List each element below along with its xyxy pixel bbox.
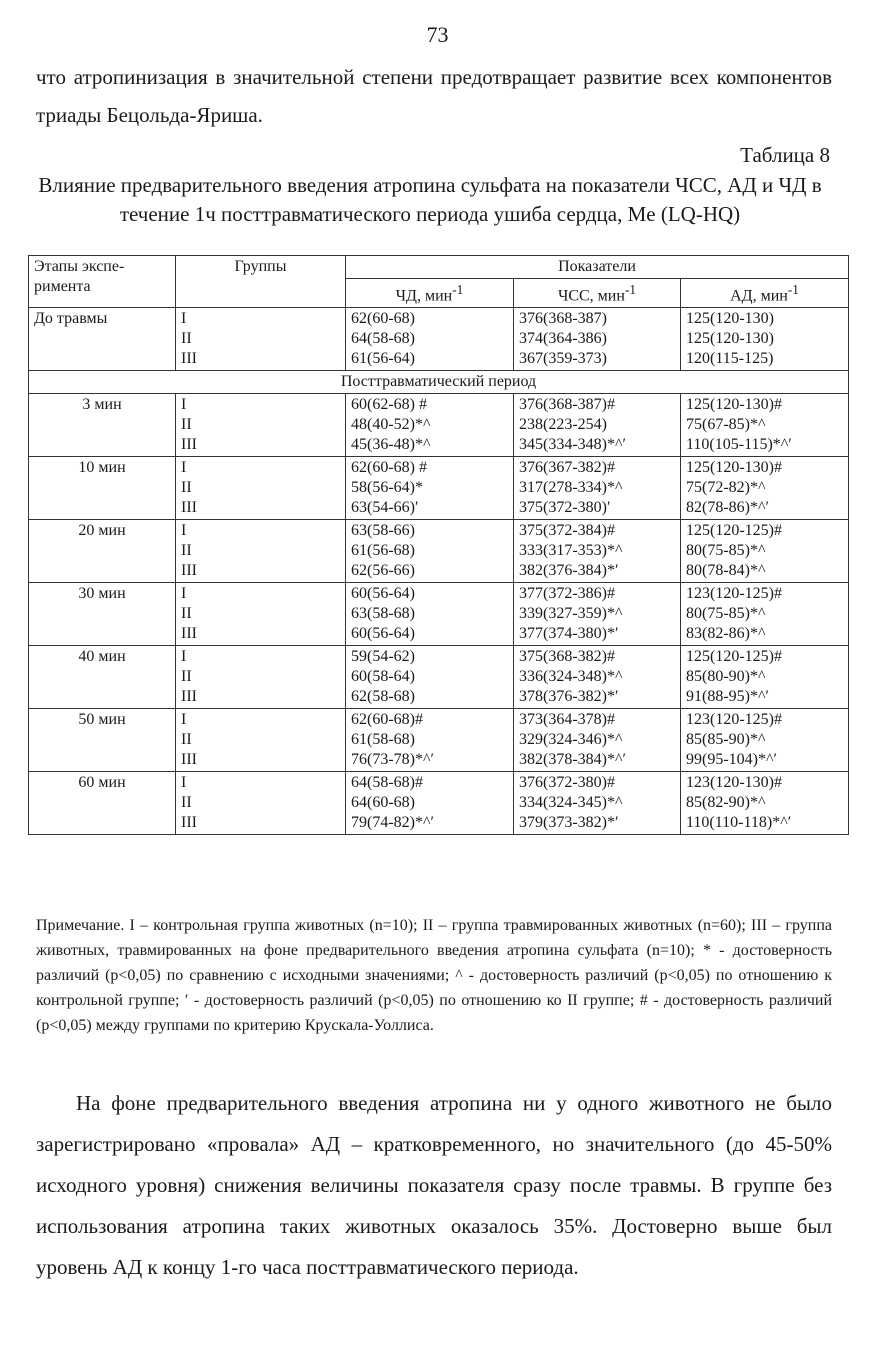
- group-cell: [176, 520, 346, 583]
- hr-cell: [514, 457, 681, 520]
- rr-cell-value: 79(74-82)*^′: [351, 814, 434, 832]
- group-cell: [176, 308, 346, 371]
- bp-cell: [681, 583, 849, 646]
- group-cell-value: III: [181, 499, 197, 517]
- group-cell-value: II: [181, 605, 192, 623]
- group-cell-value: I: [181, 396, 187, 414]
- rr-cell-value: 60(58-64): [351, 668, 415, 686]
- header-bp: АД, мин$^{-1}$: [681, 279, 849, 308]
- table-row: [29, 583, 849, 646]
- header-groups: Группы: [176, 256, 346, 308]
- stage-cell: 10 мин: [29, 457, 176, 520]
- bp-cell-value: 110(110-118)*^′: [686, 814, 792, 832]
- rr-cell-value: 63(58-66): [351, 522, 415, 540]
- hr-cell-value: 376(372-380)#: [519, 774, 615, 792]
- hr-cell-value: 375(372-380)′: [519, 499, 611, 517]
- rr-cell-value: 64(60-68): [351, 794, 415, 812]
- table-row: [29, 457, 849, 520]
- group-cell-value: III: [181, 350, 197, 368]
- rr-cell: [346, 457, 514, 520]
- hr-cell-value: 382(376-384)*′: [519, 562, 619, 580]
- group-cell-value: II: [181, 794, 192, 812]
- rr-cell: [346, 646, 514, 709]
- rr-cell-value: 58(56-64)*: [351, 479, 423, 497]
- rr-cell-value: 62(60-68) #: [351, 459, 427, 477]
- header-stage: Этапы экспе- римента: [29, 256, 176, 308]
- table-label: Таблица 8: [740, 143, 830, 167]
- hr-cell: [514, 583, 681, 646]
- rr-cell: [346, 308, 514, 371]
- table-note: Примечание. I – контрольная группа животных (n=10); II – группа травмированных животных (n=60); III – группа животных, травмированных на фоне предварительного введения атропина сульфата (n=10); * - достоверность различий (p<0,05) по сравнению с исходными значениями; ^ - достоверность различий (p<0,05) по отношению к контрольной группе; ′ - достоверность различий (p<0,05) по отношению ко II группе; # - достоверность различий (p<0,05) между группами по критерию Крускала-Уоллиса.: [36, 917, 833, 1034]
- bp-cell-value: 75(72-82)*^: [686, 479, 766, 497]
- group-cell-value: II: [181, 479, 192, 497]
- bp-cell-value: 85(80-90)*^: [686, 668, 766, 686]
- hr-cell-value: 377(372-386)#: [519, 585, 615, 603]
- hr-cell-value: 374(364-386): [519, 330, 607, 348]
- data-table: [28, 255, 849, 835]
- bp-cell-value: 125(120-130): [686, 310, 774, 328]
- hr-cell: [514, 394, 681, 457]
- table-row: [29, 646, 849, 709]
- group-cell-value: I: [181, 774, 187, 792]
- group-cell-value: II: [181, 416, 192, 434]
- hr-cell: [514, 520, 681, 583]
- hr-cell: [514, 709, 681, 772]
- group-cell-value: I: [181, 310, 187, 328]
- hr-cell-value: 379(373-382)*′: [519, 814, 619, 832]
- hr-cell-value: 334(324-345)*^: [519, 794, 623, 812]
- rr-cell-value: 63(58-68): [351, 605, 415, 623]
- bp-cell: [681, 646, 849, 709]
- stage-cell: До травмы: [29, 308, 176, 371]
- group-cell: [176, 457, 346, 520]
- hr-cell-value: 377(374-380)*′: [519, 625, 619, 643]
- bp-cell-value: 123(120-125)#: [686, 585, 782, 603]
- hr-cell-value: 339(327-359)*^: [519, 605, 623, 623]
- group-cell-value: III: [181, 562, 197, 580]
- bp-cell-value: 80(78-84)*^: [686, 562, 766, 580]
- rr-cell: [346, 520, 514, 583]
- group-cell: [176, 772, 346, 835]
- group-cell-value: I: [181, 585, 187, 603]
- rr-cell-value: 62(60-68): [351, 310, 415, 328]
- group-cell-value: III: [181, 814, 197, 832]
- bp-cell-value: 120(115-125): [686, 350, 774, 368]
- hr-cell: [514, 772, 681, 835]
- bp-cell-value: 123(120-130)#: [686, 774, 782, 792]
- bp-cell: [681, 457, 849, 520]
- rr-cell: [346, 709, 514, 772]
- rr-cell: [346, 583, 514, 646]
- header-indicators: Показатели: [346, 256, 849, 279]
- bp-cell-value: 99(95-104)*^′: [686, 751, 777, 769]
- rr-cell-value: 63(54-66)′: [351, 499, 419, 517]
- header-hr: ЧСС, мин$^{-1}$: [514, 279, 681, 308]
- rr-cell-value: 76(73-78)*^′: [351, 751, 434, 769]
- rr-cell-value: 62(60-68)#: [351, 711, 423, 729]
- hr-cell-value: 329(324-346)*^: [519, 731, 623, 749]
- group-cell-value: III: [181, 688, 197, 706]
- section-label: Посттравматический период: [29, 371, 849, 394]
- rr-cell-value: 48(40-52)*^: [351, 416, 431, 434]
- hr-cell-value: 376(367-382)#: [519, 459, 615, 477]
- group-cell-value: I: [181, 459, 187, 477]
- bp-cell-value: 91(88-95)*^′: [686, 688, 769, 706]
- rr-cell-value: 60(56-64): [351, 625, 415, 643]
- hr-cell-value: 375(368-382)#: [519, 648, 615, 666]
- body-paragraph: На фоне предварительного введения атропина ни у одного животного не было зарегистрировано «провала» АД – кратковременного, но значительного (до 45-50% исходного уровня) снижения величины показателя сразу после травмы. В группе без использования атропина таких животных оказалось 35%. Достоверно выше был уровень АД к концу 1-го часа посттравматического периода.: [36, 1091, 832, 1279]
- group-cell-value: I: [181, 648, 187, 666]
- bp-cell-value: 110(105-115)*^′: [686, 436, 792, 454]
- stage-cell: 20 мин: [29, 520, 176, 583]
- hr-cell-value: 317(278-334)*^: [519, 479, 623, 497]
- rr-cell: [346, 772, 514, 835]
- header-rr: ЧД, мин$^{-1}$: [346, 279, 514, 308]
- group-cell-value: III: [181, 436, 197, 454]
- stage-cell: 30 мин: [29, 583, 176, 646]
- bp-cell-value: 123(120-125)#: [686, 711, 782, 729]
- rr-cell-value: 60(62-68) #: [351, 396, 427, 414]
- group-cell-value: II: [181, 731, 192, 749]
- table-row: [29, 709, 849, 772]
- group-cell-value: I: [181, 711, 187, 729]
- rr-cell-value: 61(56-68): [351, 542, 415, 560]
- bp-cell-value: 80(75-85)*^: [686, 605, 766, 623]
- hr-cell-value: 333(317-353)*^: [519, 542, 623, 560]
- group-cell: [176, 583, 346, 646]
- rr-cell-value: 45(36-48)*^: [351, 436, 431, 454]
- group-cell-value: II: [181, 330, 192, 348]
- rr-cell-value: 64(58-68)#: [351, 774, 423, 792]
- hr-cell-value: 238(223-254): [519, 416, 607, 434]
- bp-cell: [681, 394, 849, 457]
- table-row: [29, 394, 849, 457]
- rr-cell: [346, 394, 514, 457]
- group-cell-value: II: [181, 668, 192, 686]
- rr-cell-value: 61(56-64): [351, 350, 415, 368]
- bp-cell: [681, 520, 849, 583]
- table-row: [29, 520, 849, 583]
- page-number: 73: [426, 22, 449, 47]
- section-row: [29, 371, 849, 394]
- hr-cell: [514, 646, 681, 709]
- hr-cell-value: 378(376-382)*′: [519, 688, 619, 706]
- hr-cell-value: 367(359-373): [519, 350, 607, 368]
- bp-cell: [681, 308, 849, 371]
- stage-cell: 50 мин: [29, 709, 176, 772]
- stage-cell: 3 мин: [29, 394, 176, 457]
- bp-cell: [681, 709, 849, 772]
- intro-paragraph: что атропинизация в значительной степени предотвращает развитие всех компонентов триады Бецольда-Яриша.: [36, 65, 832, 127]
- bp-cell-value: 125(120-130)#: [686, 459, 782, 477]
- bp-cell-value: 85(85-90)*^: [686, 731, 766, 749]
- bp-cell: [681, 772, 849, 835]
- hr-cell-value: 375(372-384)#: [519, 522, 615, 540]
- group-cell-value: I: [181, 522, 187, 540]
- hr-cell-value: 373(364-378)#: [519, 711, 615, 729]
- table-row: [29, 308, 849, 371]
- group-cell: [176, 646, 346, 709]
- bp-cell-value: 75(67-85)*^: [686, 416, 766, 434]
- group-cell-value: II: [181, 542, 192, 560]
- rr-cell-value: 62(58-68): [351, 688, 415, 706]
- group-cell-value: III: [181, 751, 197, 769]
- hr-cell-value: 376(368-387): [519, 310, 607, 328]
- hr-cell-value: 382(378-384)*^′: [519, 751, 626, 769]
- hr-cell-value: 376(368-387)#: [519, 396, 615, 414]
- hr-cell-value: 336(324-348)*^: [519, 668, 623, 686]
- rr-cell-value: 60(56-64): [351, 585, 415, 603]
- bp-cell-value: 82(78-86)*^′: [686, 499, 769, 517]
- stage-cell: 60 мин: [29, 772, 176, 835]
- hr-cell-value: 345(334-348)*^′: [519, 436, 626, 454]
- stage-cell: 40 мин: [29, 646, 176, 709]
- rr-cell-value: 62(56-66): [351, 562, 415, 580]
- group-cell: [176, 394, 346, 457]
- rr-cell-value: 61(58-68): [351, 731, 415, 749]
- bp-cell-value: 125(120-125)#: [686, 648, 782, 666]
- group-cell-value: III: [181, 625, 197, 643]
- table-row: [29, 772, 849, 835]
- bp-cell-value: 125(120-130): [686, 330, 774, 348]
- group-cell: [176, 709, 346, 772]
- rr-cell-value: 59(54-62): [351, 648, 415, 666]
- table-title: Влияние предварительного введения атропина сульфата на показатели ЧСС, АД и ЧД в течение 1ч посттравматического периода ушиба сердца, Me (LQ-HQ): [38, 173, 822, 226]
- rr-cell-value: 64(58-68): [351, 330, 415, 348]
- bp-cell-value: 125(120-130)#: [686, 396, 782, 414]
- hr-cell: [514, 308, 681, 371]
- bp-cell-value: 125(120-125)#: [686, 522, 782, 540]
- bp-cell-value: 83(82-86)*^: [686, 625, 766, 643]
- bp-cell-value: 85(82-90)*^: [686, 794, 766, 812]
- bp-cell-value: 80(75-85)*^: [686, 542, 766, 560]
